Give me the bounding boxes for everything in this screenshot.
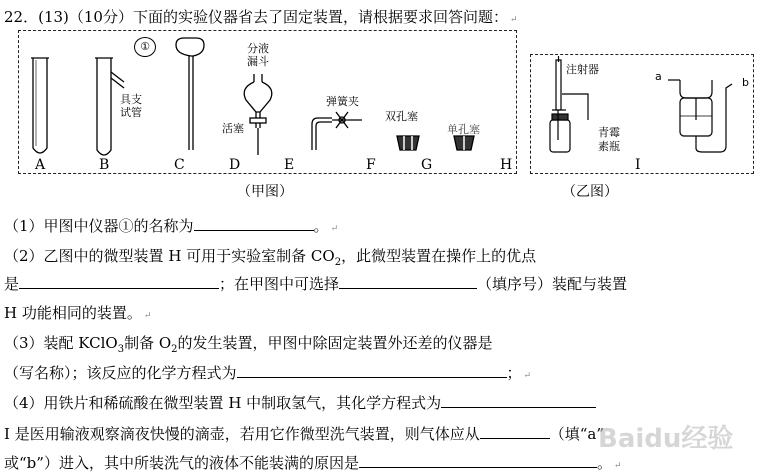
port-b-label: b xyxy=(742,76,749,89)
double-hole-stopper-label: 双孔塞 xyxy=(385,110,418,123)
q2-line2: 是 ；在甲图中可选择 （填序号）装配与装置 xyxy=(4,275,628,293)
single-hole-stopper-h-icon xyxy=(454,136,474,150)
q2-blank-advantage[interactable] xyxy=(19,274,219,289)
watermark-logo: Baidu经验 xyxy=(598,424,734,454)
double-hole-stopper-g-icon xyxy=(397,136,419,150)
figure-jia-caption: （甲图） xyxy=(237,184,293,200)
q3-blank-equation[interactable] xyxy=(237,363,507,378)
q4-line1: （4）用铁片和稀硫酸在微型装置 H 中制取氢气，其化学方程式为 xyxy=(4,392,596,413)
letter-a: A xyxy=(35,157,46,173)
q4-line2: I 是医用输液观察滴夜快慢的滴壶，若用它作微型洗气装置，则气体应从 （填“a” xyxy=(4,425,604,443)
separatory-funnel-d-icon xyxy=(244,74,272,155)
letter-b: B xyxy=(99,157,110,173)
q3-line2: （写名称）；该反应的化学方程式为 ； ↵ xyxy=(4,364,532,382)
letter-h: H xyxy=(500,157,513,173)
q1-line: （1）甲图中仪器①的名称为 。 ↵ xyxy=(4,217,339,235)
question-title: 22．(13)（10分）下面的实验仪器省去了固定装置，请根据要求回答问题： ↵ xyxy=(4,8,518,26)
q2-line1: （2）乙图中的微型装置 H 可用于实验室制备 $CO_2$，此微型装置在操作上的优点 xyxy=(4,247,537,268)
circle-label-1: ① xyxy=(134,37,156,57)
q3-line1: （3）装配 KClO$_3$制备 $O_2$的发生装置，甲图中除固定装置外还差的仪器是 xyxy=(4,334,493,355)
port-a-label: a xyxy=(655,70,662,83)
letter-d: D xyxy=(229,157,241,173)
separatory-funnel-label: 分液 漏斗 xyxy=(247,42,269,68)
apparatus-drawing xyxy=(0,0,759,200)
spring-clip-label: 弹簧夹 xyxy=(326,95,359,108)
letter-c: C xyxy=(174,157,185,173)
q2-line3: H 功能相同的装置。 ↵ xyxy=(4,304,152,322)
letter-f: F xyxy=(366,157,376,173)
long-neck-funnel-c-icon xyxy=(176,38,204,150)
spring-clip-f-icon xyxy=(332,112,362,128)
figure-yi-caption: （乙图） xyxy=(562,184,618,200)
q4-blank-reason[interactable] xyxy=(359,453,597,468)
q2-blank-choice[interactable] xyxy=(339,274,477,289)
syringe-label: 注射器 xyxy=(566,63,599,76)
letter-e: E xyxy=(284,157,295,173)
drip-chamber-i-icon xyxy=(668,80,732,152)
q4-line3: 或“b”）进入，其中所装洗气的液体不能装满的原因是 。 ↵ xyxy=(4,454,622,472)
letter-i: I xyxy=(635,157,641,173)
penicillin-bottle-label: 青霉 素瓶 xyxy=(598,126,620,153)
test-tube-a-icon xyxy=(31,58,49,153)
letter-g: G xyxy=(421,157,433,173)
single-hole-stopper-label: 单孔塞 xyxy=(447,123,480,136)
q4-blank-inlet[interactable] xyxy=(480,424,550,439)
q1-blank[interactable] xyxy=(194,216,314,231)
stopcock-label: 活塞 xyxy=(222,122,244,135)
bent-tube-e-icon xyxy=(312,118,332,150)
branch-tube-label: 具支 试管 xyxy=(120,93,142,119)
q4-blank-equation[interactable] xyxy=(441,393,596,408)
